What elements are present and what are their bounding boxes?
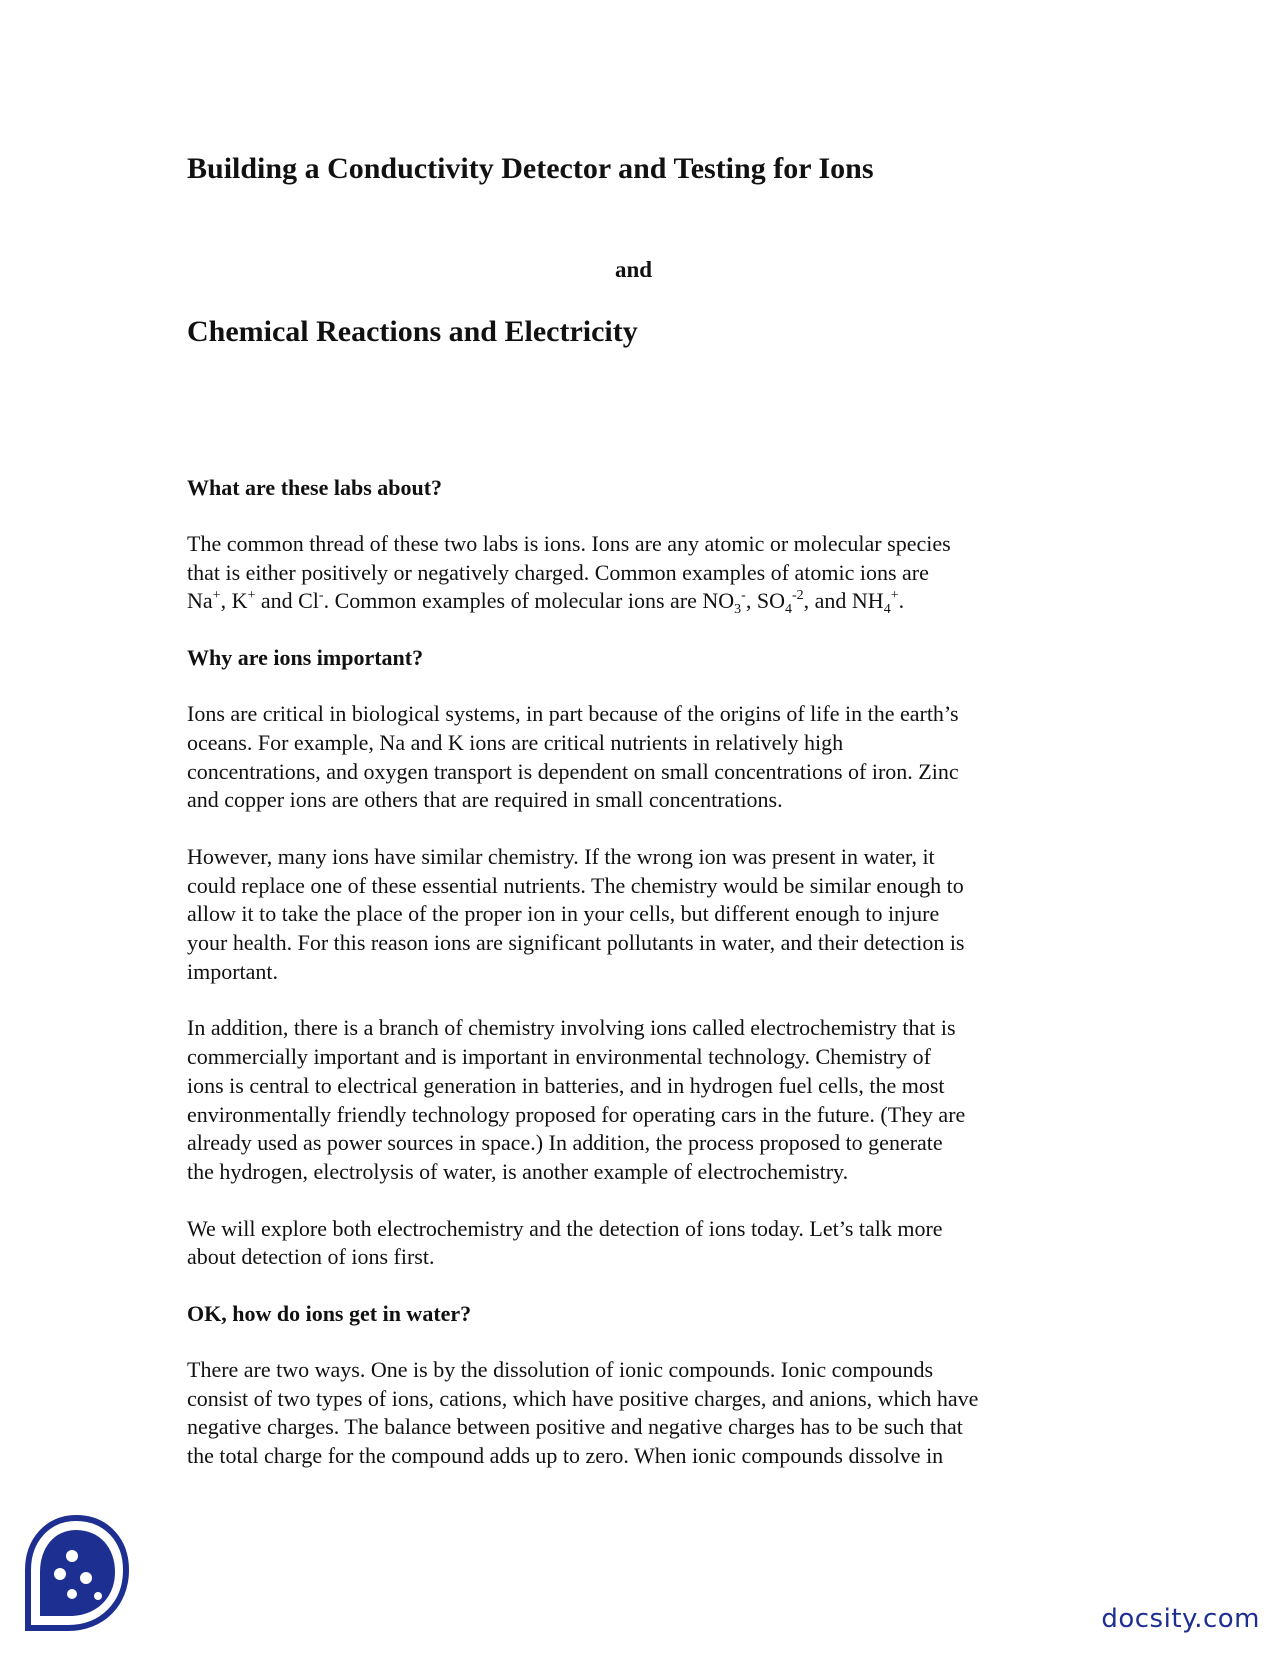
text-line: that is either positively or negatively charged. Common examples of atomic ions are [187, 559, 929, 585]
text-line: your health. For this reason ions are significant pollutants in water, and their detection is [187, 930, 965, 956]
text-line: ions is central to electrical generation in batteries, and in hydrogen fuel cells, the most [187, 1072, 945, 1098]
text-line: However, many ions have similar chemistry. If the wrong ion was present in water, it [187, 843, 935, 869]
text-line: and copper ions are others that are required in small concentrations. [187, 787, 783, 813]
text-line: could replace one of these essential nutrients. The chemistry would be similar enough to [187, 872, 964, 898]
superscript: - [318, 588, 324, 604]
text-line: There are two ways. One is by the dissolution of ionic compounds. Ionic compounds [187, 1357, 934, 1383]
document-subtitle: Chemical Reactions and Electricity [187, 315, 638, 348]
paragraph [187, 1014, 1087, 1186]
paragraph [187, 843, 1087, 987]
text-line: the total charge for the compound adds up to zero. When ionic compounds dissolve in [187, 1443, 944, 1469]
paragraph [187, 530, 1087, 616]
document-title: Building a Conductivity Detector and Testing for Ions [187, 152, 874, 185]
text-line: negative charges. The balance between positive and negative charges has to be such that [187, 1414, 963, 1440]
text-line: important. [187, 958, 279, 984]
text-line: oceans. For example, Na and K ions are critical nutrients in relatively high [187, 729, 844, 755]
text-run: , SO [745, 588, 785, 614]
text-line: the hydrogen, electrolysis of water, is another example of electrochemistry. [187, 1158, 849, 1184]
text-run: and Cl [255, 588, 319, 614]
paragraph [187, 700, 1087, 815]
text-line: We will explore both electrochemistry and the detection of ions today. Let’s talk more [187, 1215, 943, 1241]
title-connector: and [615, 257, 653, 282]
section-heading: Why are ions important? [187, 645, 424, 671]
text-line: concentrations, and oxygen transport is dependent on small concentrations of iron. Zinc [187, 758, 959, 784]
text-run: Na [187, 588, 213, 614]
text-run: , K [220, 588, 248, 614]
document-body [187, 474, 1087, 1499]
subscript: 3 [734, 602, 742, 618]
text-line: In addition, there is a branch of chemistry involving ions called electrochemistry that is [187, 1015, 956, 1041]
superscript: + [890, 588, 899, 604]
text-run: . Common examples of molecular ions are NO [323, 588, 735, 614]
text-run: . [898, 588, 905, 614]
text-line: already used as power sources in space.) In addition, the process proposed to generate [187, 1130, 943, 1156]
text-run: , and NH [803, 588, 884, 614]
text-line: environmentally friendly technology proposed for operating cars in the future. (They are [187, 1101, 966, 1127]
section-heading: What are these labs about? [187, 475, 443, 500]
paragraph [187, 1356, 1087, 1471]
superscript: -2 [791, 588, 804, 604]
text-line: Ions are critical in biological systems, in part because of the origins of life in the earth’s [187, 701, 959, 727]
text-line: The common thread of these two labs is ions. Ions are any atomic or molecular species [187, 531, 951, 556]
superscript: - [741, 588, 746, 604]
text-line: consist of two types of ions, cations, which have positive charges, and anions, which have [187, 1385, 979, 1411]
text-line-with-formulas [187, 587, 1087, 616]
docsity-brand-link[interactable]: docsity.com [1101, 1604, 1260, 1634]
superscript: + [212, 588, 221, 604]
paragraph [187, 1215, 1087, 1272]
text-line: commercially important and is important in environmental technology. Chemistry of [187, 1044, 931, 1070]
text-line: about detection of ions first. [187, 1244, 435, 1270]
docsity-logo-icon[interactable] [20, 1512, 132, 1640]
subscript: 4 [784, 602, 792, 618]
text-line: allow it to take the place of the proper ion in your cells, but different enough to injure [187, 901, 940, 927]
subscript: 4 [883, 602, 891, 618]
superscript: + [247, 588, 256, 604]
section-heading: OK, how do ions get in water? [187, 1301, 472, 1327]
